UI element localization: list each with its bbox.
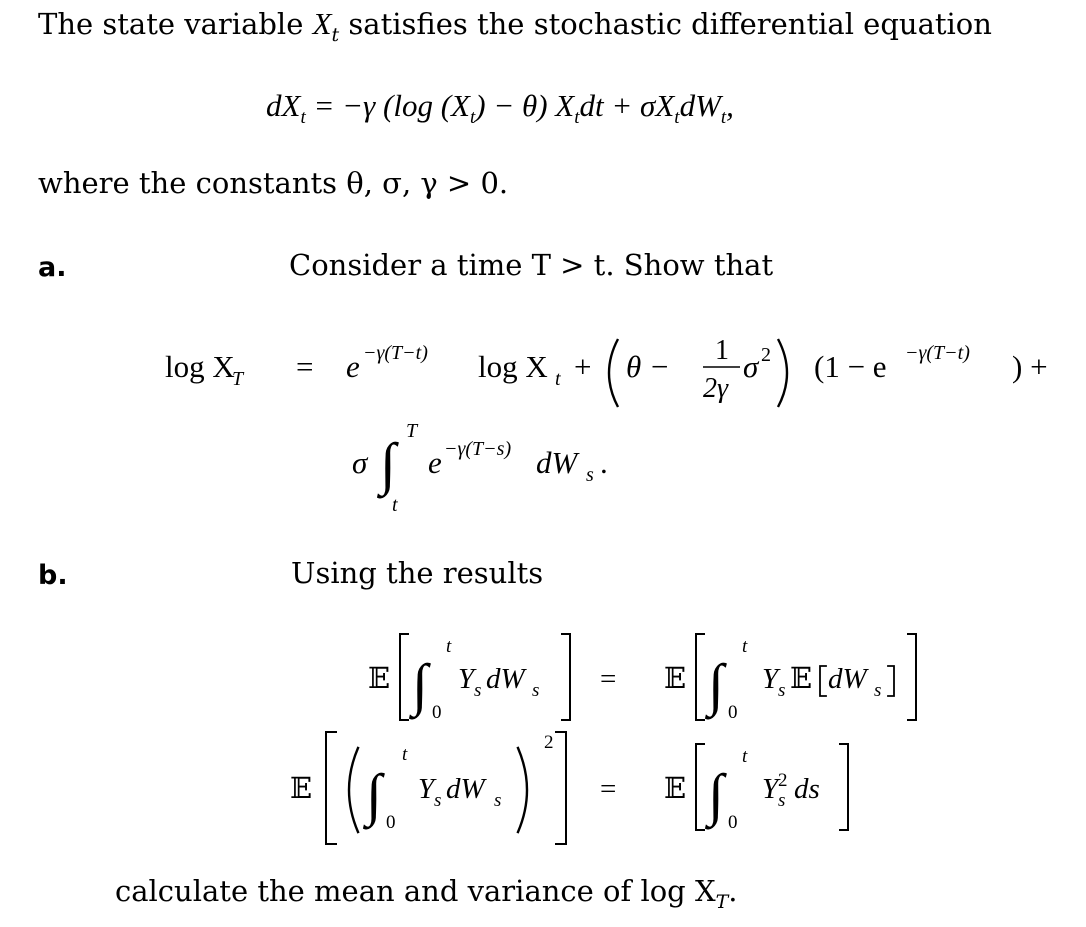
a-plus-1: + — [574, 349, 592, 384]
sde-rhs-2: ) − θ) X — [475, 88, 575, 123]
part-a-equation — [0, 315, 1086, 515]
b1-rhs-inner-E: 𝔼 — [790, 663, 813, 695]
sde-rhs-3: dt + σX — [579, 88, 675, 123]
b1-rhs-dW-sub: s — [874, 680, 882, 701]
b2-lhs-paren-left — [349, 748, 358, 832]
part-a-label: a. — [38, 252, 67, 283]
b1-rhs-upper: t — [742, 636, 748, 657]
b1-rhs-inner-bracket-left — [820, 666, 826, 696]
state-variable-subscript: t — [331, 23, 340, 46]
b2-rhs-lower: 0 — [728, 812, 738, 833]
conclusion-line — [115, 874, 738, 913]
b2-lhs-paren-right — [518, 748, 527, 832]
a-frac-den: 2γ — [703, 373, 729, 404]
b2-lhs-bracket-right — [556, 732, 566, 844]
a-dW: dW — [536, 445, 578, 480]
b1-rhs-integral: ∫ — [708, 652, 724, 717]
sde-lhs-sub: t — [300, 107, 306, 129]
b2-lhs-dW: dW — [446, 773, 485, 805]
b1-rhs-bracket-left — [696, 634, 704, 720]
a-sigma: σ — [352, 445, 368, 480]
b2-rhs-bracket-right — [840, 744, 848, 830]
b2-lhs-E: 𝔼 — [290, 773, 313, 805]
b1-rhs-bracket-right — [908, 634, 916, 720]
a-log-term: log X — [478, 349, 548, 384]
a-integral-sign: ∫ — [380, 431, 396, 496]
part-a-prompt: Consider a time T > t. Show that — [289, 248, 774, 282]
sde-lhs: dX — [266, 88, 301, 123]
a-integrand-sup: −γ(T−s) — [444, 438, 512, 460]
a-big-paren-left — [609, 339, 618, 407]
conclusion-end: . — [728, 874, 738, 908]
intro-text-after: satisfies the stochastic differential equation — [348, 7, 992, 41]
conclusion-text: calculate the mean and variance of log X — [115, 874, 716, 908]
b1-lhs-integral: ∫ — [412, 652, 428, 717]
state-variable-symbol: X — [312, 6, 332, 41]
svg-text:log X — [165, 349, 235, 384]
sde-equation — [266, 88, 734, 129]
b1-lhs-E: 𝔼 — [368, 663, 391, 695]
b1-rhs-E: 𝔼 — [664, 663, 687, 695]
a-lhs-sub: T — [232, 368, 244, 390]
b1-rhs-lower: 0 — [728, 702, 738, 723]
a-one-minus: (1 − e — [814, 349, 887, 384]
b1-rhs-Y: Y — [762, 663, 779, 695]
sde-rhs-sub-3: t — [674, 107, 680, 129]
b2-lhs-square: 2 — [544, 732, 554, 753]
b2-lhs-lower: 0 — [386, 812, 396, 833]
b1-lhs-Y-sub: s — [474, 680, 482, 701]
a-period: . — [600, 445, 608, 480]
b2-lhs-dW-sub: s — [494, 790, 502, 811]
b2-rhs-ds: ds — [794, 773, 820, 805]
sde-rhs-1: = −γ (log (X — [313, 88, 470, 123]
b2-equals: = — [600, 773, 617, 805]
b1-lhs-bracket-left — [400, 634, 408, 720]
b1-lhs-dW-sub: s — [532, 680, 540, 701]
intro-text-before: The state variable — [38, 7, 304, 41]
a-sigma2-sup: 2 — [761, 344, 771, 366]
b1-lhs-dW: dW — [486, 663, 525, 695]
b2-rhs-Y: Y — [762, 773, 779, 805]
b2-rhs-upper: t — [742, 746, 748, 767]
b1-rhs-Y-sub: s — [778, 680, 786, 701]
sde-end: , — [726, 88, 734, 123]
a-dW-sub: s — [586, 464, 594, 486]
intro-line — [38, 6, 992, 46]
b1-lhs-upper: t — [446, 636, 452, 657]
constants-line: where the constants θ, σ, γ > 0. — [38, 166, 509, 200]
b1-lhs-lower: 0 — [432, 702, 442, 723]
b1-lhs-bracket-right — [562, 634, 570, 720]
conclusion-sub: T — [715, 890, 729, 913]
a-exp-base: e — [346, 349, 360, 384]
b2-lhs-bracket-left — [326, 732, 336, 844]
a-close-plus: ) + — [1012, 349, 1048, 384]
a-integrand-e: e — [428, 445, 442, 480]
a-sigma2: σ — [743, 349, 759, 384]
sde-rhs-sub-4: t — [720, 107, 727, 129]
b1-rhs-inner-bracket-right — [888, 666, 894, 696]
a-lhs: log X — [165, 349, 235, 384]
b2-lhs-Y-sub: s — [434, 790, 442, 811]
b1-rhs-dW: dW — [828, 663, 867, 695]
a-exp-sup: −γ(T−t) — [363, 342, 428, 364]
sde-rhs-sub-1: t — [469, 107, 476, 129]
b2-rhs-E: 𝔼 — [664, 773, 687, 805]
a-log-sub: t — [555, 368, 561, 390]
a-theta-minus: θ − — [626, 349, 670, 384]
b2-rhs-integral: ∫ — [708, 762, 724, 827]
part-b-prompt: Using the results — [291, 556, 544, 590]
b2-lhs-integral: ∫ — [366, 762, 382, 827]
part-b-label: b. — [38, 560, 68, 591]
a-int-upper: T — [406, 420, 418, 442]
a-big-paren-right — [778, 339, 787, 407]
b1-equals: = — [600, 663, 617, 695]
b2-lhs-Y: Y — [418, 773, 435, 805]
b1-lhs-Y: Y — [458, 663, 475, 695]
a-int-lower: t — [392, 494, 398, 515]
a-equals: = — [296, 349, 314, 384]
b2-lhs-upper: t — [402, 744, 408, 765]
sde-rhs-sub-2: t — [574, 107, 580, 129]
a-frac-num: 1 — [715, 335, 729, 366]
b2-rhs-bracket-left — [696, 744, 704, 830]
part-b-equations — [0, 622, 1086, 852]
b2-rhs-Y-sup: 2 — [778, 770, 788, 791]
b2-rhs-Y-sub: s — [778, 790, 786, 811]
sde-rhs-4: dW — [679, 88, 721, 123]
a-exp-sup-2: −γ(T−t) — [905, 342, 970, 364]
